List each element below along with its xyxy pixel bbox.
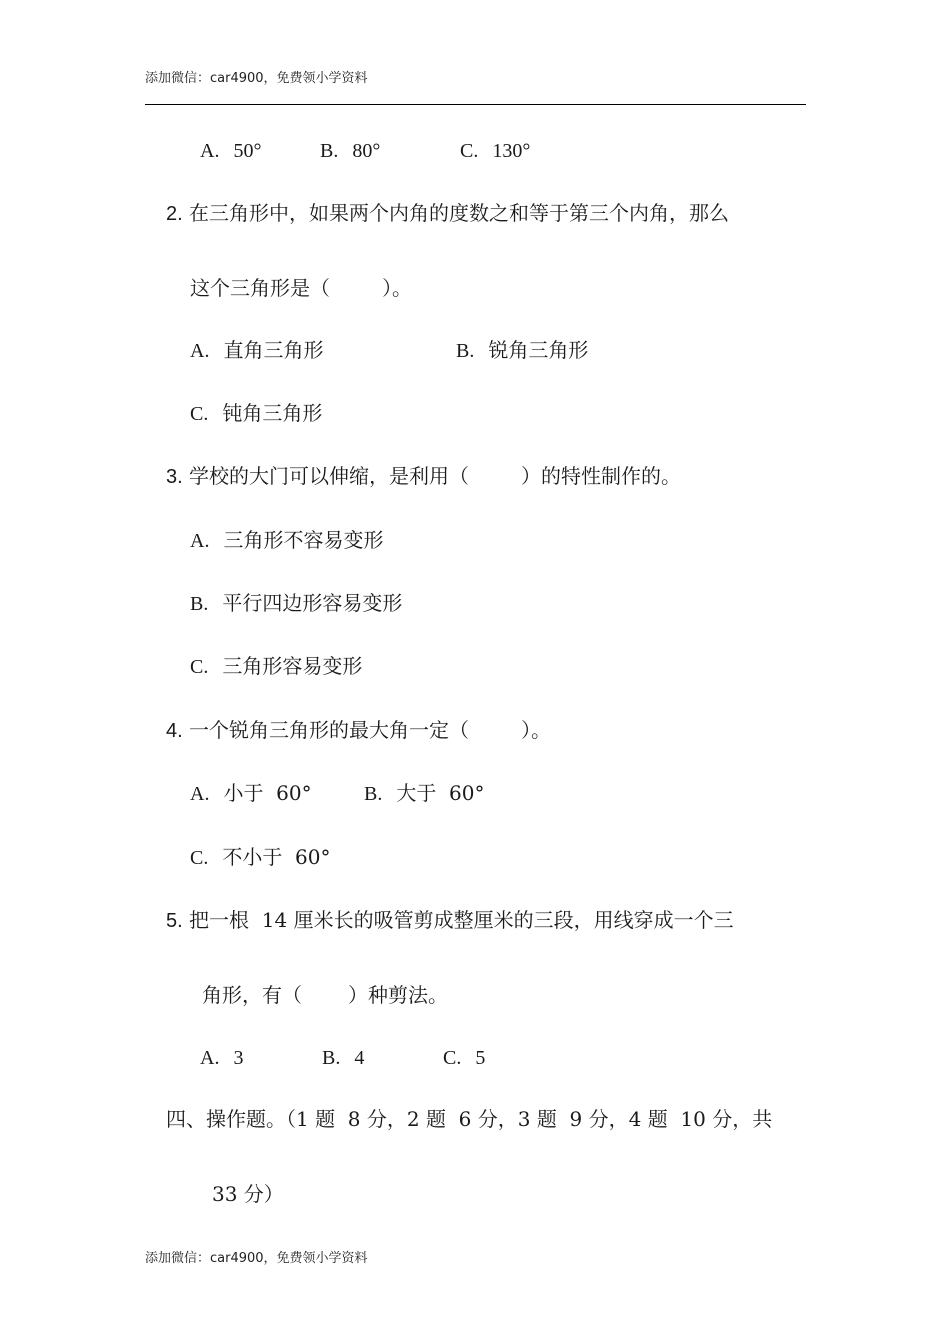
q1-option-c bbox=[460, 138, 530, 163]
q1-option-b bbox=[320, 138, 380, 163]
option-letter: A. bbox=[200, 140, 220, 162]
q2-question-line1 bbox=[166, 201, 729, 226]
option-text: 平行四边形容易变形 bbox=[222, 591, 403, 615]
option-letter: C. bbox=[190, 656, 209, 678]
option-letter: B. bbox=[320, 140, 339, 162]
option-text: 3 bbox=[233, 1047, 244, 1069]
q5-question-line2 bbox=[202, 983, 448, 1007]
option-text: 小于 60° bbox=[223, 781, 312, 805]
question-text: 一个锐角三角形的最大角一定（ bbox=[189, 718, 470, 742]
q2-question-line2 bbox=[190, 276, 412, 300]
q4-option-c bbox=[190, 845, 331, 870]
option-letter: C. bbox=[190, 847, 209, 869]
option-text: 直角三角形 bbox=[223, 338, 324, 362]
option-text: 钝角三角形 bbox=[222, 401, 323, 425]
option-text: 5 bbox=[475, 1047, 486, 1069]
question-number: 4. bbox=[166, 720, 183, 742]
section-heading-line2: 33 分） bbox=[212, 1182, 284, 1206]
q4-option-a bbox=[190, 781, 312, 806]
option-letter: A. bbox=[190, 530, 210, 552]
q1-option-a bbox=[200, 138, 261, 163]
q5-option-a bbox=[200, 1045, 243, 1070]
question-number: 2. bbox=[166, 203, 183, 225]
option-letter: B. bbox=[322, 1047, 341, 1069]
q5-option-b bbox=[322, 1045, 364, 1070]
option-letter: B. bbox=[190, 593, 209, 615]
question-text: 把一根 14 厘米长的吸管剪成整厘米的三段，用线穿成一个三 bbox=[189, 908, 734, 932]
question-text: 这个三角形是（ bbox=[190, 276, 330, 300]
option-letter: C. bbox=[190, 403, 209, 425]
option-letter: B. bbox=[456, 340, 475, 362]
option-text: 锐角三角形 bbox=[488, 338, 589, 362]
question-text: ）种剪法。 bbox=[348, 983, 448, 1007]
question-text: ）的特性制作的。 bbox=[521, 464, 682, 488]
option-letter: B. bbox=[364, 783, 383, 805]
question-text: 角形，有（ bbox=[202, 983, 302, 1007]
q3-question bbox=[166, 464, 681, 489]
question-number: 3. bbox=[166, 466, 183, 488]
page-footer: 添加微信：car4900，免费领小学资料 bbox=[145, 1251, 368, 1266]
option-text: 不小于 60° bbox=[222, 845, 331, 869]
option-text: 大于 60° bbox=[396, 781, 485, 805]
header-divider bbox=[145, 104, 806, 105]
option-letter: A. bbox=[190, 783, 210, 805]
option-text: 130° bbox=[492, 140, 531, 162]
option-letter: C. bbox=[443, 1047, 462, 1069]
page-header: 添加微信：car4900，免费领小学资料 bbox=[145, 71, 368, 86]
q5-option-c bbox=[443, 1045, 485, 1070]
q4-option-b bbox=[364, 781, 485, 806]
option-text: 三角形不容易变形 bbox=[223, 528, 384, 552]
option-letter: C. bbox=[460, 140, 479, 162]
question-text: ）。 bbox=[382, 276, 412, 300]
q4-question bbox=[166, 718, 551, 743]
q5-question-line1 bbox=[166, 908, 734, 933]
question-text: ）。 bbox=[521, 718, 552, 742]
q2-option-a bbox=[190, 338, 323, 363]
q2-option-b bbox=[456, 338, 588, 363]
option-letter: A. bbox=[200, 1047, 220, 1069]
option-text: 4 bbox=[354, 1047, 365, 1069]
option-text: 80° bbox=[352, 140, 381, 162]
q3-option-a bbox=[190, 528, 383, 553]
question-number: 5. bbox=[166, 910, 183, 932]
option-letter: A. bbox=[190, 340, 210, 362]
q3-option-b bbox=[190, 591, 402, 616]
question-text: 在三角形中，如果两个内角的度数之和等于第三个内角，那么 bbox=[189, 201, 730, 225]
section-heading-line1: 四、操作题。（1 题 8 分，2 题 6 分，3 题 9 分，4 题 10 分，共 bbox=[166, 1107, 773, 1131]
question-text: 学校的大门可以伸缩，是利用（ bbox=[189, 464, 470, 488]
q2-option-c bbox=[190, 401, 322, 426]
option-text: 三角形容易变形 bbox=[222, 654, 363, 678]
option-text: 50° bbox=[233, 140, 262, 162]
q3-option-c bbox=[190, 654, 362, 679]
